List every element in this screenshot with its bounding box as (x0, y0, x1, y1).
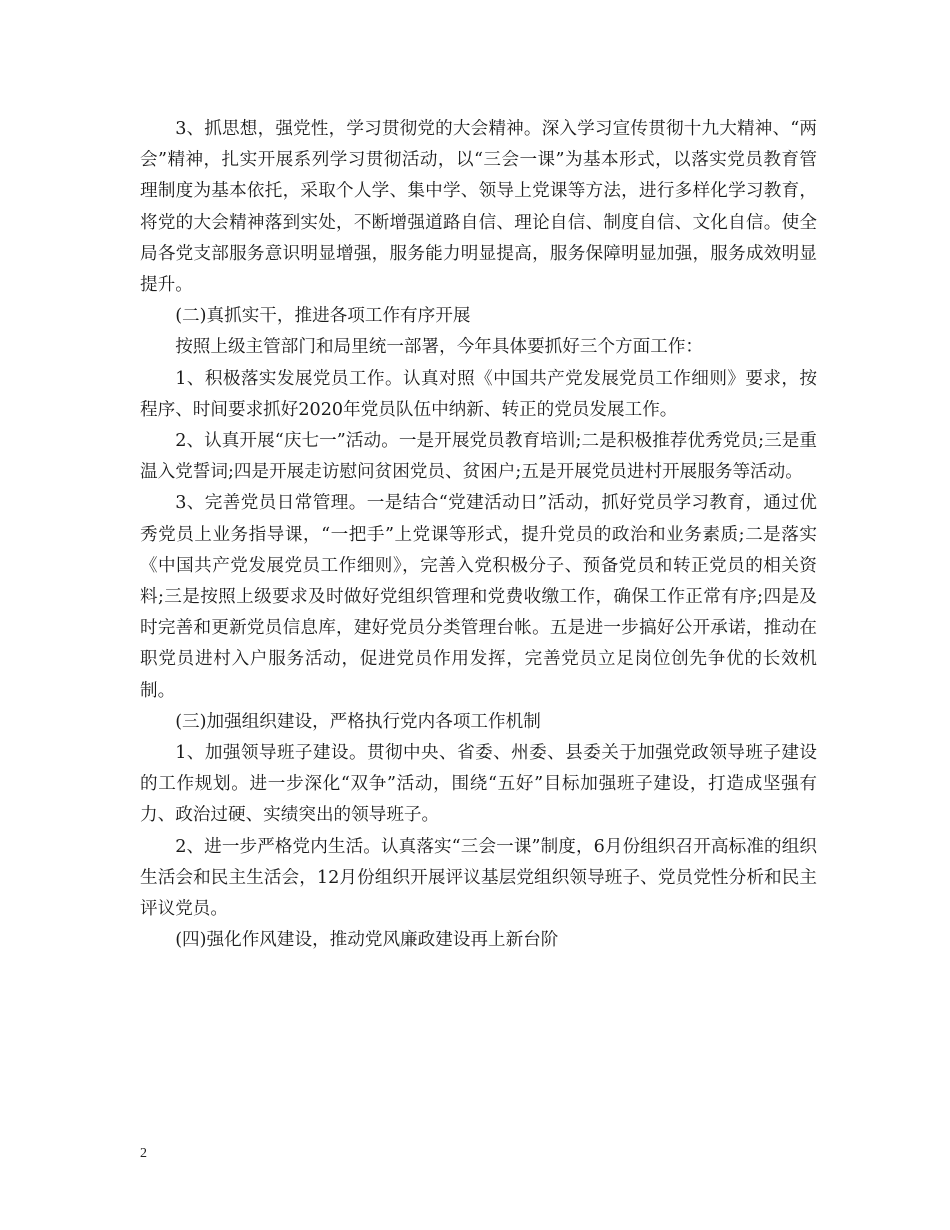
paragraph-party-life: 2、进一步严格党内生活。认真落实“三会一课”制度，6月份组织召开高标准的组织生活会和民主生活会，12月份组织开展评议基层党组织领导班子、党员党性分析和民主评议党员。 (140, 836, 817, 920)
document-body (140, 114, 817, 956)
paragraph-study-spirit: 3、抓思想，强党性，学习贯彻党的大会精神。深入学习宣传贯彻十九大精神、“两会”精神，扎实开展系列学习贯彻活动，以“三会一课”为基本形式，以落实党员教育管理制度为基本依托，采取个人学、集中学、领导上党课等方法，进行多样化学习教育，将党的大会精神落到实处，不断增强道路自信、理论自信、制度自信、文化自信。使全局各党支部服务意识明显增强，服务能力明显提高，服务保障明显加强，服务成效明显提升。 (140, 119, 817, 296)
section-heading-2: (二)真抓实干，推进各项工作有序开展 (175, 306, 471, 327)
section-heading-4: (四)强化作风建设，推动党风廉政建设再上新台阶 (175, 930, 559, 951)
paragraph-deployment: 按照上级主管部门和局里统一部署，今年具体要抓好三个方面工作： (175, 337, 704, 358)
section-heading-3: (三)加强组织建设，严格执行党内各项工作机制 (175, 711, 541, 732)
paragraph-leadership-building: 1、加强领导班子建设。贯彻中央、省委、州委、县委关于加强党政领导班子建设的工作规划。进一步深化“双争”活动，围绕“五好”目标加强班子建设，打造成坚强有力、政治过硬、实绩突出的领导班子。 (140, 743, 817, 826)
paragraph-daily-management: 3、完善党员日常管理。一是结合“党建活动日”活动，抓好党员学习教育，通过优秀党员上业务指导课，“一把手”上党课等形式，提升党员的政治和业务素质;二是落实《中国共产党发展党员工作细则》，完善入党积极分子、预备党员和转正党员的相关资料;三是按照上级要求及时做好党组织管理和党费收缴工作，确保工作正常有序;四是及时完善和更新党员信息库，建好党员分类管理台帐。五是进一步搞好公开承诺，推动在职党员进村入户服务活动，促进党员作用发挥，完善党员立足岗位创先争优的长效机制。 (140, 493, 817, 701)
page-number: 2 (140, 1146, 147, 1161)
paragraph-july-first-activity: 2、认真开展“庆七一”活动。一是开展党员教育培训;二是积极推荐优秀党员;三是重温入党誓词;四是开展走访慰问贫困党员、贫困户;五是开展党员进村开展服务等活动。 (140, 431, 817, 483)
paragraph-member-development: 1、积极落实发展党员工作。认真对照《中国共产党发展党员工作细则》要求，按程序、时间要求抓好2020年党员队伍中纳新、转正的党员发展工作。 (140, 368, 817, 420)
